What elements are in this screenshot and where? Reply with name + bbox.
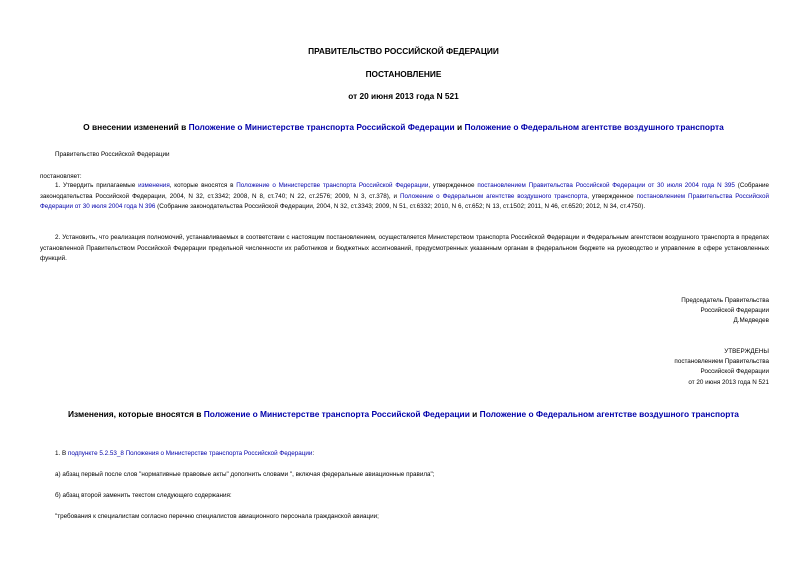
paragraph-1 xyxy=(40,181,769,213)
paragraph-2: 2. Установить, что реализация полномочий, устанавливаемых в соответствии с настоящим постановлением, осуществляется Министерством транспорта Российской Федерации и Федеральным агентством воздушного транспорта в пределах установленной Правительством Российской Федерации предельной численности их работников и бюджетных ассигнований, предусмотренных указанным органам в федеральном бюджете на руководство и управление в сфере установленных функций. xyxy=(40,234,769,262)
signature-block xyxy=(681,296,769,327)
document-title xyxy=(0,122,807,132)
changes-title-conjunction: и xyxy=(469,409,480,419)
changes-title-link-ministry[interactable]: Положение о Министерстве транспорта Российской Федерации xyxy=(203,409,470,419)
approval-line3: от 20 июня 2013 года N 521 xyxy=(688,378,769,386)
approval-line1: постановлением Правительства xyxy=(674,358,769,366)
p1-text-a: 1. Утвердить прилагаемые xyxy=(55,182,139,189)
p1-link-ministry-regulation[interactable]: Положение о Министерстве транспорта Российской Федерации xyxy=(236,182,429,189)
title-prefix: О внесении изменений в xyxy=(83,122,189,132)
p1-link-agency-regulation[interactable]: Положение о Федеральном агентстве воздушного транспорта xyxy=(399,192,588,200)
p1-text-c: , утвержденное xyxy=(428,182,478,189)
signature-position-line1: Председатель Правительства xyxy=(681,297,769,304)
p1-text-d: (Собрание законодательства Российской Федерации, 2004, N 32, ст.3342; 2008, N 8, ст.740; N 22, ст.2576; 2009, N 3, ст.378), и xyxy=(40,182,769,200)
changes-title-link-agency[interactable]: Положение о Федеральном агентстве воздушного транспорта xyxy=(479,409,739,419)
signature-position-line2: Российской Федерации xyxy=(700,307,769,315)
title-conjunction: и xyxy=(454,122,465,132)
changes-item-1 xyxy=(55,449,314,460)
p1-link-decree-396[interactable]: постановлением Правительства Российской Федерации от 30 июля 2004 года N 396 xyxy=(40,192,769,210)
p1-text-e: , утвержденное xyxy=(587,192,637,200)
decides-text: постановляет: xyxy=(40,173,82,180)
item1-prefix: 1. В xyxy=(55,450,68,457)
p1-link-decree-395[interactable]: постановлением Правительства Российской Федерации от 30 июля 2004 года N 395 xyxy=(477,182,735,189)
signature-name: Д.Медведев xyxy=(733,317,769,325)
document-type: ПОСТАНОВЛЕНИЕ xyxy=(365,69,442,79)
title-link-agency[interactable]: Положение о Федеральном агентстве воздушного транспорта xyxy=(464,122,724,132)
approval-block xyxy=(674,347,769,388)
item1-suffix: : xyxy=(312,450,315,457)
changes-quote: "требования к специалистам согласно перечню специалистов авиационного персонала гражданской авиации; xyxy=(55,513,379,520)
changes-title xyxy=(0,409,807,419)
changes-title-prefix: Изменения, которые вносятся в xyxy=(68,409,204,419)
government-heading: ПРАВИТЕЛЬСТВО РОССИЙСКОЙ ФЕДЕРАЦИИ xyxy=(308,46,499,56)
changes-item-a: а) абзац первый после слов "нормативные правовые акты" дополнить словами ", включая федеральные авиационные правила"; xyxy=(55,471,435,478)
item1-link-subparagraph[interactable]: подпункте 5.2.53_8 Положения о Министерстве транспорта Российской Федерации xyxy=(67,450,313,457)
intro-text: Правительство Российской Федерации xyxy=(55,151,170,158)
p1-text-f: (Собрание законодательства Российской Федерации, 2004, N 32, ст.3343; 2009, N 51, ст.6332; 2010, N 6, ст.652; N 13, ст.1502; 2011, N 46, ст.6520; 2012, N 34, ст.4750). xyxy=(155,203,646,210)
p1-text-b: , которые вносятся в xyxy=(169,182,237,189)
approval-heading: УТВЕРЖДЕНЫ xyxy=(724,348,769,355)
changes-item-b: б) абзац второй заменить текстом следующего содержания: xyxy=(55,492,232,499)
p1-link-changes[interactable]: изменения xyxy=(138,182,170,189)
title-link-ministry[interactable]: Положение о Министерстве транспорта Российской Федерации xyxy=(188,122,455,132)
document-date-number: от 20 июня 2013 года N 521 xyxy=(348,91,459,101)
approval-line2: Российской Федерации xyxy=(700,368,769,376)
